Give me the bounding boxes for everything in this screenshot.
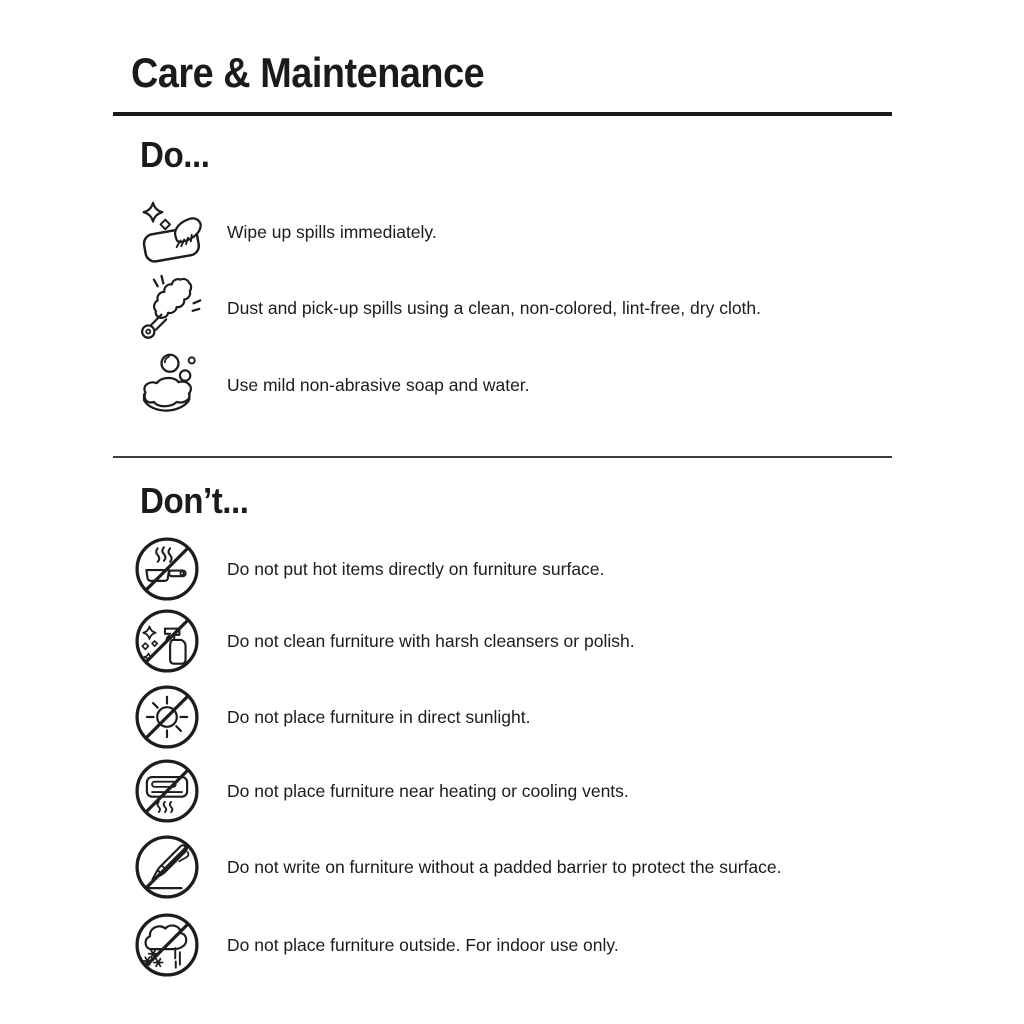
page-title: Care & Maintenance bbox=[131, 49, 485, 96]
dont-item-sunlight bbox=[134, 684, 531, 750]
do-item-wipe bbox=[132, 198, 437, 266]
dont-item-text: Do not place furniture in direct sunlight. bbox=[227, 706, 531, 727]
dont-item-vents bbox=[134, 758, 629, 824]
dont-section-heading: Don’t... bbox=[140, 480, 249, 521]
no-writing-icon bbox=[134, 834, 200, 900]
dont-item-text: Do not put hot items directly on furniture surface. bbox=[227, 558, 605, 579]
do-item-text: Use mild non-abrasive soap and water. bbox=[227, 374, 530, 395]
wipe-hand-icon bbox=[132, 198, 208, 266]
no-hot-pan-icon bbox=[134, 536, 200, 602]
do-item-soap bbox=[132, 351, 530, 419]
dont-item-text: Do not place furniture outside. For indoor use only. bbox=[227, 934, 619, 955]
do-item-dust bbox=[132, 274, 761, 342]
no-sunlight-icon bbox=[134, 684, 200, 750]
dont-item-text: Do not write on furniture without a padded barrier to protect the surface. bbox=[227, 856, 782, 877]
section-divider bbox=[113, 456, 892, 458]
no-outdoor-icon bbox=[134, 912, 200, 978]
dont-item-text: Do not place furniture near heating or cooling vents. bbox=[227, 780, 629, 801]
title-divider bbox=[113, 112, 892, 116]
do-section-heading: Do... bbox=[140, 134, 210, 175]
no-vent-icon bbox=[134, 758, 200, 824]
sponge-icon bbox=[132, 351, 208, 419]
dont-item-writing bbox=[134, 834, 781, 900]
do-item-text: Dust and pick-up spills using a clean, non-colored, lint-free, dry cloth. bbox=[227, 297, 762, 318]
dont-item-hot bbox=[134, 536, 604, 602]
do-item-text: Wipe up spills immediately. bbox=[227, 221, 437, 242]
dont-item-outside bbox=[134, 912, 619, 978]
dont-item-text: Do not clean furniture with harsh cleansers or polish. bbox=[227, 630, 635, 651]
no-spray-cleaner-icon bbox=[134, 608, 200, 674]
dont-item-cleansers bbox=[134, 608, 635, 674]
duster-icon bbox=[132, 274, 208, 342]
